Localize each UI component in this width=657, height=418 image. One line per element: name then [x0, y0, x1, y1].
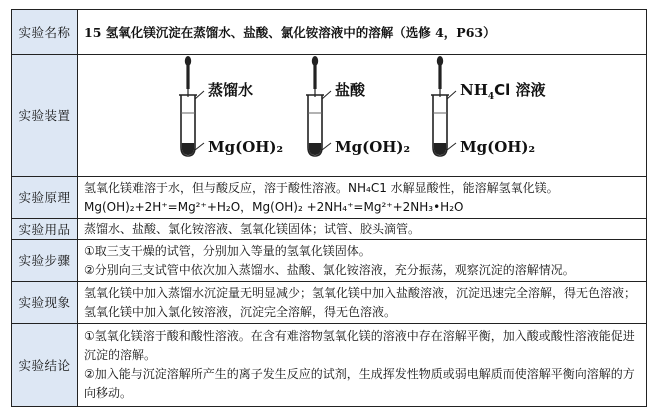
reagent-3-sub: 4 — [487, 92, 495, 102]
precipitate-1-label: Mg(OH)₂ — [208, 138, 284, 156]
conclusion-cell — [78, 324, 647, 407]
label-principle: 实验原理 — [12, 177, 78, 219]
principle-line-1: 氢氧化镁难溶于水，但与酸反应，溶于酸性溶液。NH₄C1 水解显酸性，能溶解氢氧化镁。 — [84, 180, 559, 195]
row-steps — [12, 240, 647, 282]
reagent-3-tail: Cl 溶液 — [494, 81, 546, 99]
precipitate-3-label: Mg(OH)₂ — [460, 138, 536, 156]
row-materials — [12, 219, 647, 240]
reagent-3-main: NH — [460, 81, 488, 99]
experiment-title: 15 氢氧化镁沉淀在蒸馏水、盐酸、氯化铵溶液中的溶解（选修 4，P63） — [78, 10, 647, 55]
label-conclusion: 实验结论 — [12, 324, 78, 407]
conclusion-1: ①氢氧化镁溶于酸和酸性溶液。在含有难溶物氢氧化镁的溶液中存在溶解平衡，加入酸或酸性溶液能促进沉淀的溶解。 — [84, 329, 635, 362]
principle-cell — [78, 177, 647, 219]
label-materials: 实验用品 — [12, 219, 78, 240]
apparatus-figure — [78, 55, 647, 177]
phenomena-text: 氢氧化镁中加入蒸馏水沉淀量无明显减少；氢氧化镁中加入盐酸溶液，沉淀迅速完全溶解，得无色溶液；氢氧化镁中加入氯化铵溶液，沉淀完全溶解，得无色溶液。 — [78, 282, 647, 324]
materials-text: 蒸馏水、盐酸、氯化铵溶液、氢氧化镁固体；试管、胶头滴管。 — [78, 219, 647, 240]
row-conclusion — [12, 324, 647, 407]
step-2: ②分别向三支试管中依次加入蒸馏水、盐酸、氯化铵溶液，充分振荡，观察沉淀的溶解情况。 — [84, 262, 575, 277]
reagent-1-label: 蒸馏水 — [208, 81, 254, 99]
conclusion-2: ②加入能与沉淀溶解所产生的离子发生反应的试剂，生成挥发性物质或弱电解质而使溶解平衡向溶解的方向移动。 — [84, 367, 635, 400]
label-name: 实验名称 — [12, 10, 78, 55]
steps-cell — [78, 240, 647, 282]
row-name — [12, 10, 647, 55]
precipitate-2-label: Mg(OH)₂ — [335, 138, 411, 156]
experiment-table — [11, 9, 647, 407]
label-phenomena: 实验现象 — [12, 282, 78, 324]
label-steps: 实验步骤 — [12, 240, 78, 282]
label-apparatus: 实验装置 — [12, 55, 78, 177]
reagent-3-label — [460, 81, 546, 102]
row-principle — [12, 177, 647, 219]
principle-line-2: Mg(OH)₂+2H⁺=Mg²⁺+H₂O，Mg(OH)₂ +2NH₄⁺=Mg²⁺+2NH₃•H₂O — [84, 199, 464, 214]
step-1: ①取三支干燥的试管，分别加入等量的氢氧化镁固体。 — [84, 243, 371, 258]
reagent-2-label: 盐酸 — [335, 81, 366, 99]
row-apparatus — [12, 55, 647, 177]
apparatus-svg — [78, 55, 646, 176]
row-phenomena — [12, 282, 647, 324]
